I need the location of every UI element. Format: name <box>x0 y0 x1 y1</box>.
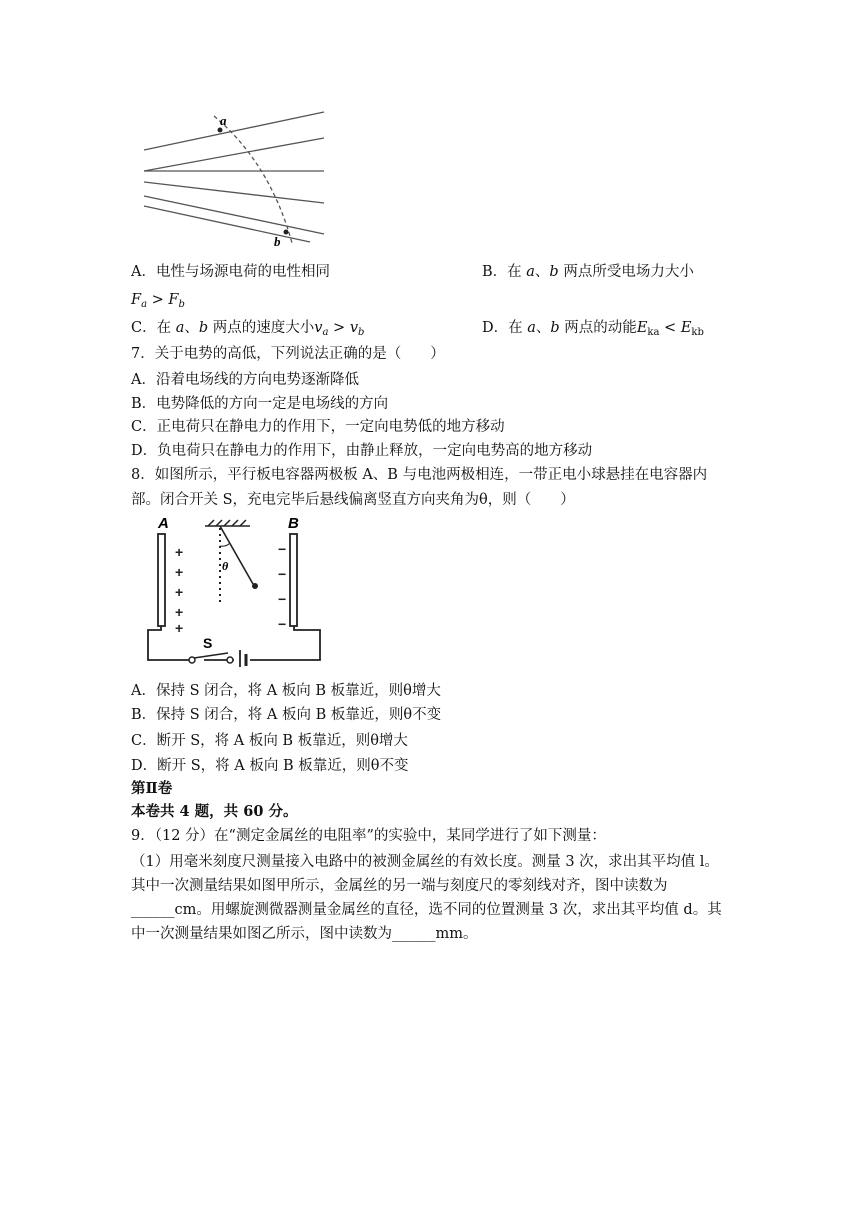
point-a-dot <box>218 128 223 133</box>
svg-text:+: + <box>175 564 184 580</box>
plate-a-label: A <box>158 515 169 532</box>
switch-contact-right <box>227 657 233 663</box>
switch-lever <box>194 653 228 658</box>
ceiling-support <box>205 520 250 526</box>
field-lines-figure <box>140 108 330 253</box>
svg-text:+: + <box>175 604 184 620</box>
point-b-label: b <box>274 234 281 249</box>
minus-charges <box>278 541 286 632</box>
svg-text:+: + <box>175 544 184 560</box>
switch-label: S <box>203 635 213 651</box>
q9-stem: 9．（12 分）在“测定金属丝的电阻率”的实验中，某同学进行了如下测量： <box>131 828 606 844</box>
q9-part1-line1: （1）用毫米刻度尺测量接入电路中的被测金属丝的有效长度。测量 3 次，求出其平均值 l。 <box>131 854 719 870</box>
q9-part1-line4: 中一次测量结果如图乙所示，图中读数为______mm。 <box>131 926 478 942</box>
svg-text:+: + <box>175 620 184 636</box>
field-line-6 <box>144 206 310 242</box>
q6-option-d: D．在 a、b 两点的动能$E_{ka} < E_{kb}$ <box>482 320 704 338</box>
q8-stem-line1: 8．如图所示，平行板电容器两极板 A、B 与电池两极相连，一带正电小球悬挂在电容器内 <box>131 467 708 483</box>
field-line-5 <box>144 196 324 234</box>
plus-charges <box>175 544 183 636</box>
plate-a <box>158 534 165 626</box>
plate-b <box>290 534 297 626</box>
capacitor-circuit-figure <box>140 512 330 667</box>
q9-part1-line3: ______cm。用螺旋测微器测量金属丝的直径，选不同的位置测量 3 次，求出其平均值 d。其 <box>131 902 722 918</box>
theta-label: θ <box>222 559 229 573</box>
q7-option-d: D．负电荷只在静电力的作用下，由静止释放，一定向电势高的地方移动 <box>131 443 593 459</box>
q7-stem: 7．关于电势的高低，下列说法正确的是（ ） <box>131 346 445 362</box>
section-title: 第Ⅱ卷 <box>131 780 173 797</box>
q8-option-d: D．断开 S，将 A 板向 B 板靠近，则θ不变 <box>131 758 409 774</box>
svg-text:+: + <box>175 584 184 600</box>
q6-option-b: B．在 a、b 两点所受电场力大小 <box>482 264 694 280</box>
svg-text:−: − <box>278 541 287 557</box>
q8-option-a: A．保持 S 闭合，将 A 板向 B 板靠近，则θ增大 <box>131 683 441 699</box>
svg-text:−: − <box>278 616 287 632</box>
svg-text:−: − <box>278 591 287 607</box>
plate-b-label: B <box>288 515 299 532</box>
svg-text:−: − <box>278 566 287 582</box>
theta-arc <box>220 543 230 546</box>
q6-option-a: A．电性与场源电荷的电性相同 <box>131 264 330 280</box>
suspension-thread <box>220 526 253 584</box>
q9-part1-line2: 其中一次测量结果如图甲所示，金属丝的另一端与刻度尺的零刻线对齐，图中读数为 <box>131 878 668 894</box>
q8-stem-line2: 部。闭合开关 S，充电完毕后悬线偏离竖直方向夹角为θ，则（ ） <box>131 492 575 508</box>
circuit-wires <box>148 626 320 660</box>
field-line-4 <box>144 182 324 203</box>
q7-option-c: C．正电荷只在静电力的作用下，一定向电势低的地方移动 <box>131 419 505 435</box>
q8-option-b: B．保持 S 闭合，将 A 板向 B 板靠近，则θ不变 <box>131 707 442 723</box>
charged-ball <box>252 583 258 589</box>
q6-option-b-formula: $F_a > F_b$ <box>131 292 185 310</box>
point-a-label: a <box>220 113 227 128</box>
q8-option-c: C．断开 S，将 A 板向 B 板靠近，则θ增大 <box>131 733 408 749</box>
q7-option-a: A．沿着电场线的方向电势逐渐降低 <box>131 372 359 388</box>
point-b-dot <box>284 230 289 235</box>
field-line-2 <box>144 138 324 171</box>
section-note: 本卷共 4 题，共 60 分。 <box>131 803 298 820</box>
q7-option-b: B．电势降低的方向一定是电场线的方向 <box>131 396 389 412</box>
q6-option-c: C．在 a、b 两点的速度大小$v_a > v_b$ <box>131 320 365 338</box>
field-line-1 <box>144 112 324 150</box>
